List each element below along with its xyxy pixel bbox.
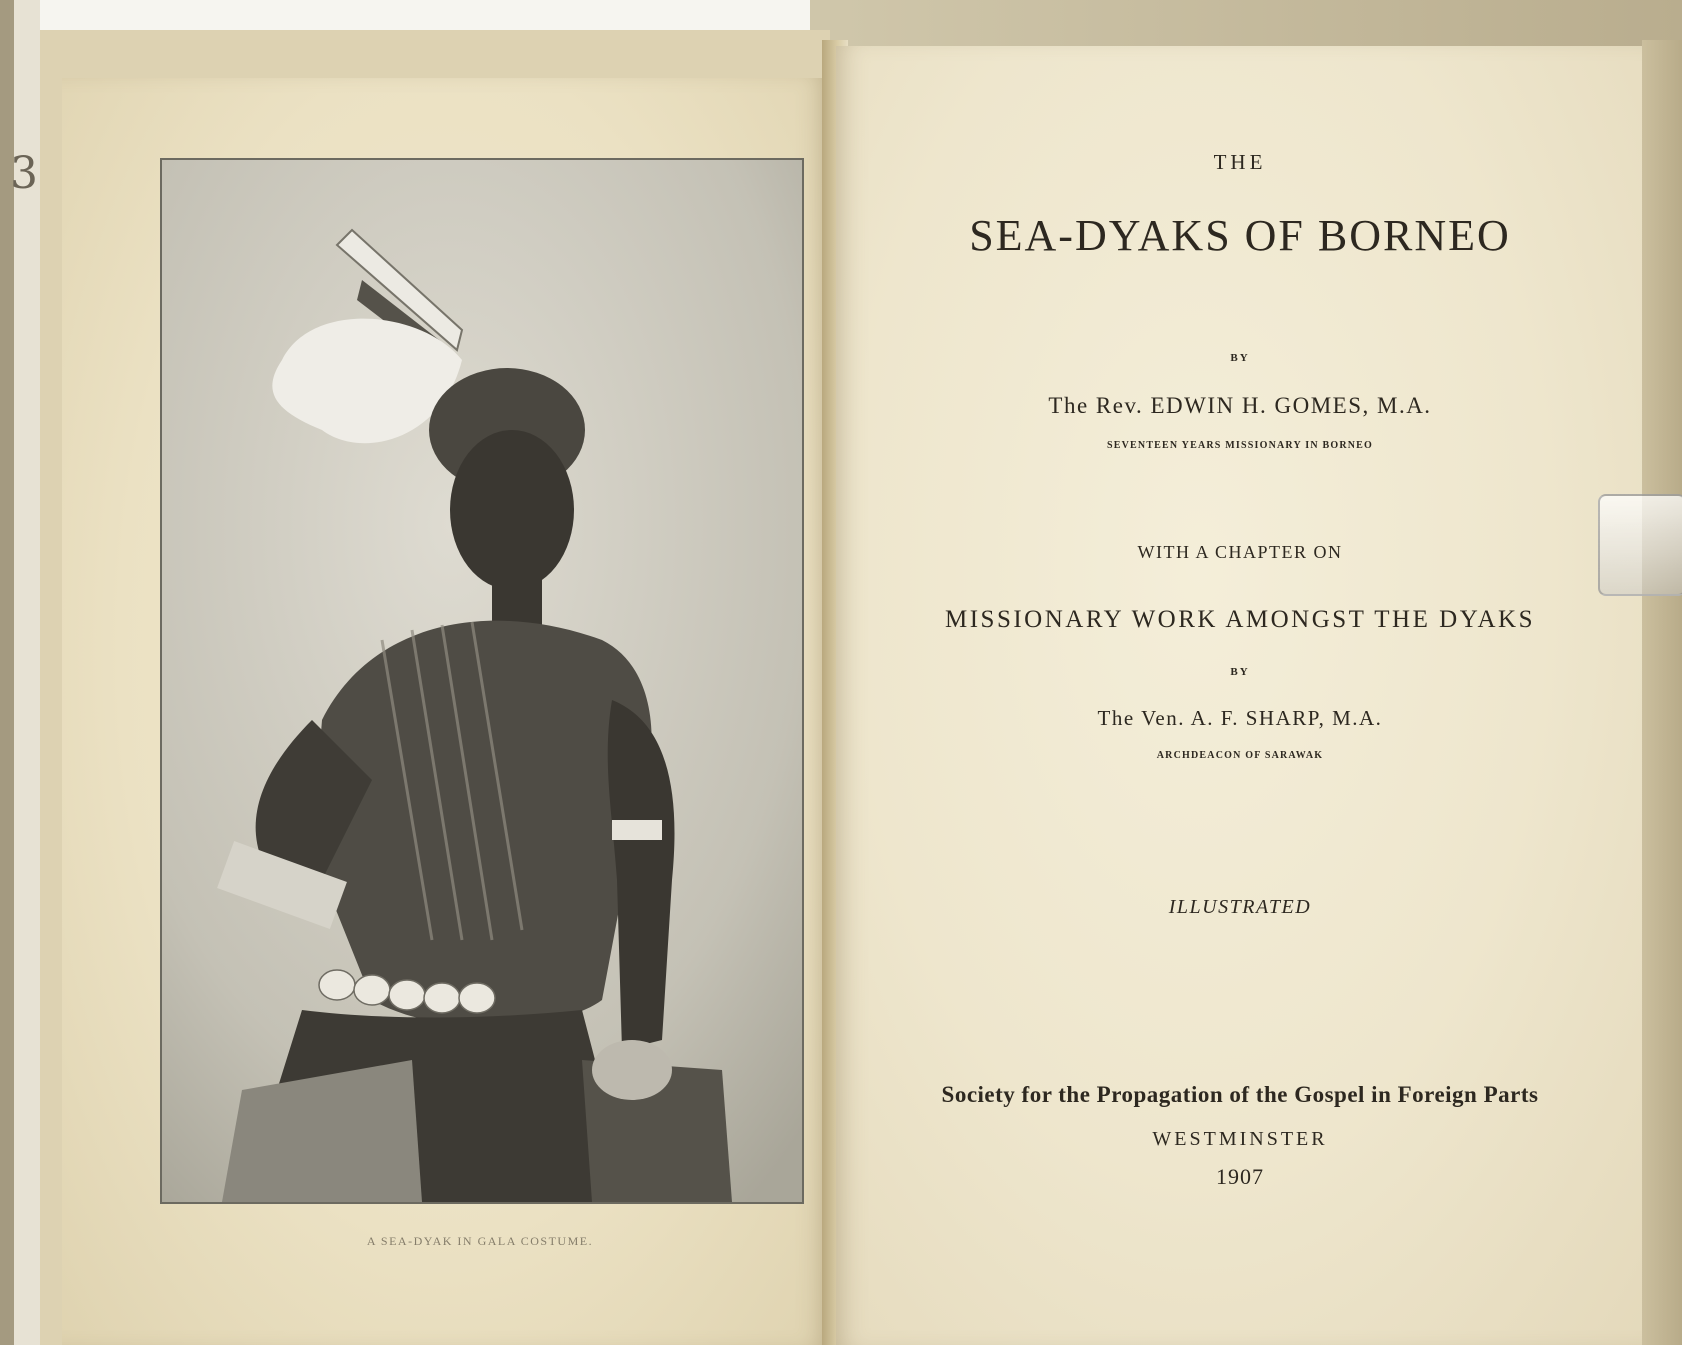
author-role: SEVENTEEN YEARS MISSIONARY IN BORNEO xyxy=(1106,440,1374,451)
chapter-intro: WITH A CHAPTER ON xyxy=(1137,542,1343,562)
author-name: The Rev. EDWIN H. GOMES, M.A. xyxy=(1048,393,1432,418)
coauthor-role: ARCHDEACON OF SARAWAK xyxy=(1156,750,1324,761)
by-label: BY xyxy=(1230,352,1250,364)
frontispiece-photo xyxy=(162,160,802,1202)
publication-place: WESTMINSTER xyxy=(1152,1128,1328,1150)
coauthor-name: The Ven. A. F. SHARP, M.A. xyxy=(1097,706,1383,730)
title-article: THE xyxy=(1213,150,1267,174)
face xyxy=(450,430,574,590)
publisher: Society for the Propagation of the Gospel in Foreign Parts xyxy=(941,1082,1539,1107)
frontispiece-plate xyxy=(160,158,804,1204)
by-label-second: BY xyxy=(1230,666,1250,678)
illustrated-label: ILLUSTRATED xyxy=(1168,896,1312,918)
plate-caption: A SEA-DYAK IN GALA COSTUME. xyxy=(366,1234,594,1248)
chapter-title: MISSIONARY WORK AMONGST THE DYAKS xyxy=(945,606,1535,633)
publication-year: 1907 xyxy=(1216,1164,1264,1189)
book-edge-shadow xyxy=(0,0,14,1345)
margin-mark: 3 xyxy=(10,148,38,199)
book-title: SEA-DYAKS OF BORNEO xyxy=(969,211,1511,260)
page-stack-edge xyxy=(1642,40,1682,1345)
